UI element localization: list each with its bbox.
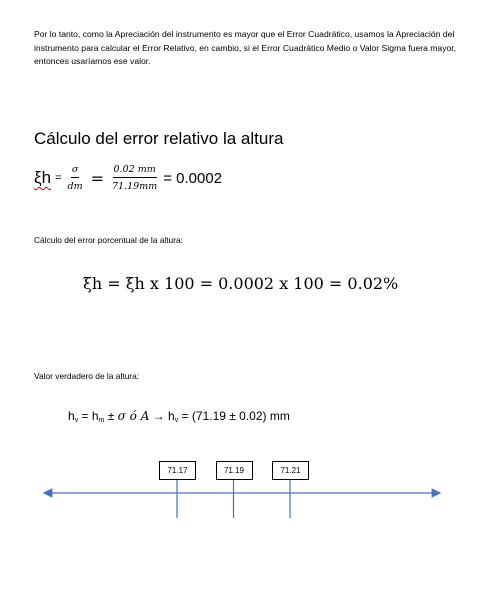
section-heading: Cálculo del error relativo la altura bbox=[34, 129, 284, 148]
relative-error-result: = 0.0002 bbox=[163, 169, 223, 187]
fraction-denominator: dm bbox=[67, 181, 83, 192]
tick-marks bbox=[177, 478, 290, 518]
tick-label-2: 71.19 bbox=[216, 461, 253, 480]
tick-label-1: 71.17 bbox=[159, 461, 196, 480]
equals-sign: = bbox=[90, 168, 105, 188]
xi-h-symbol: ξh bbox=[34, 168, 52, 187]
subscript-m: m bbox=[98, 417, 105, 424]
true-value-label: Valor verdadero de la altura: bbox=[34, 371, 140, 381]
h-symbol: h bbox=[68, 409, 75, 423]
percent-error-equation: ξh = ξh x 100 = 0.0002 x 100 = 0.02% bbox=[83, 274, 399, 293]
equals-sign: = bbox=[55, 172, 62, 184]
tick-label-3: 71.21 bbox=[272, 461, 309, 480]
equals-h: = h bbox=[78, 409, 99, 423]
fraction-numerator: 0.02 mm bbox=[113, 164, 157, 178]
fraction-denominator: 71.19mm bbox=[112, 181, 158, 192]
plus-minus: ± bbox=[104, 409, 118, 423]
subscript-v: v bbox=[74, 417, 79, 424]
intro-paragraph: Por lo tanto, como la Apreciación del instrumento es mayor que el Error Cuadrático, usamos la Apreciación del instrumento para calcular el Error Relativo, en cambio, si el Error Cuadrático Medio o Valor Sigma fuera mayor, entonces usaríamos ese valor. bbox=[34, 29, 457, 66]
sigma-or-a: σ ó A bbox=[117, 409, 150, 423]
true-value-result: = (71.19 ± 0.02) mm bbox=[178, 409, 290, 423]
fraction-numerator: σ bbox=[71, 164, 80, 178]
subscript-v: v bbox=[174, 417, 179, 424]
arrow-h: → h bbox=[149, 409, 175, 423]
percent-error-label: Cálculo del error porcentual de la altura: bbox=[34, 235, 183, 245]
